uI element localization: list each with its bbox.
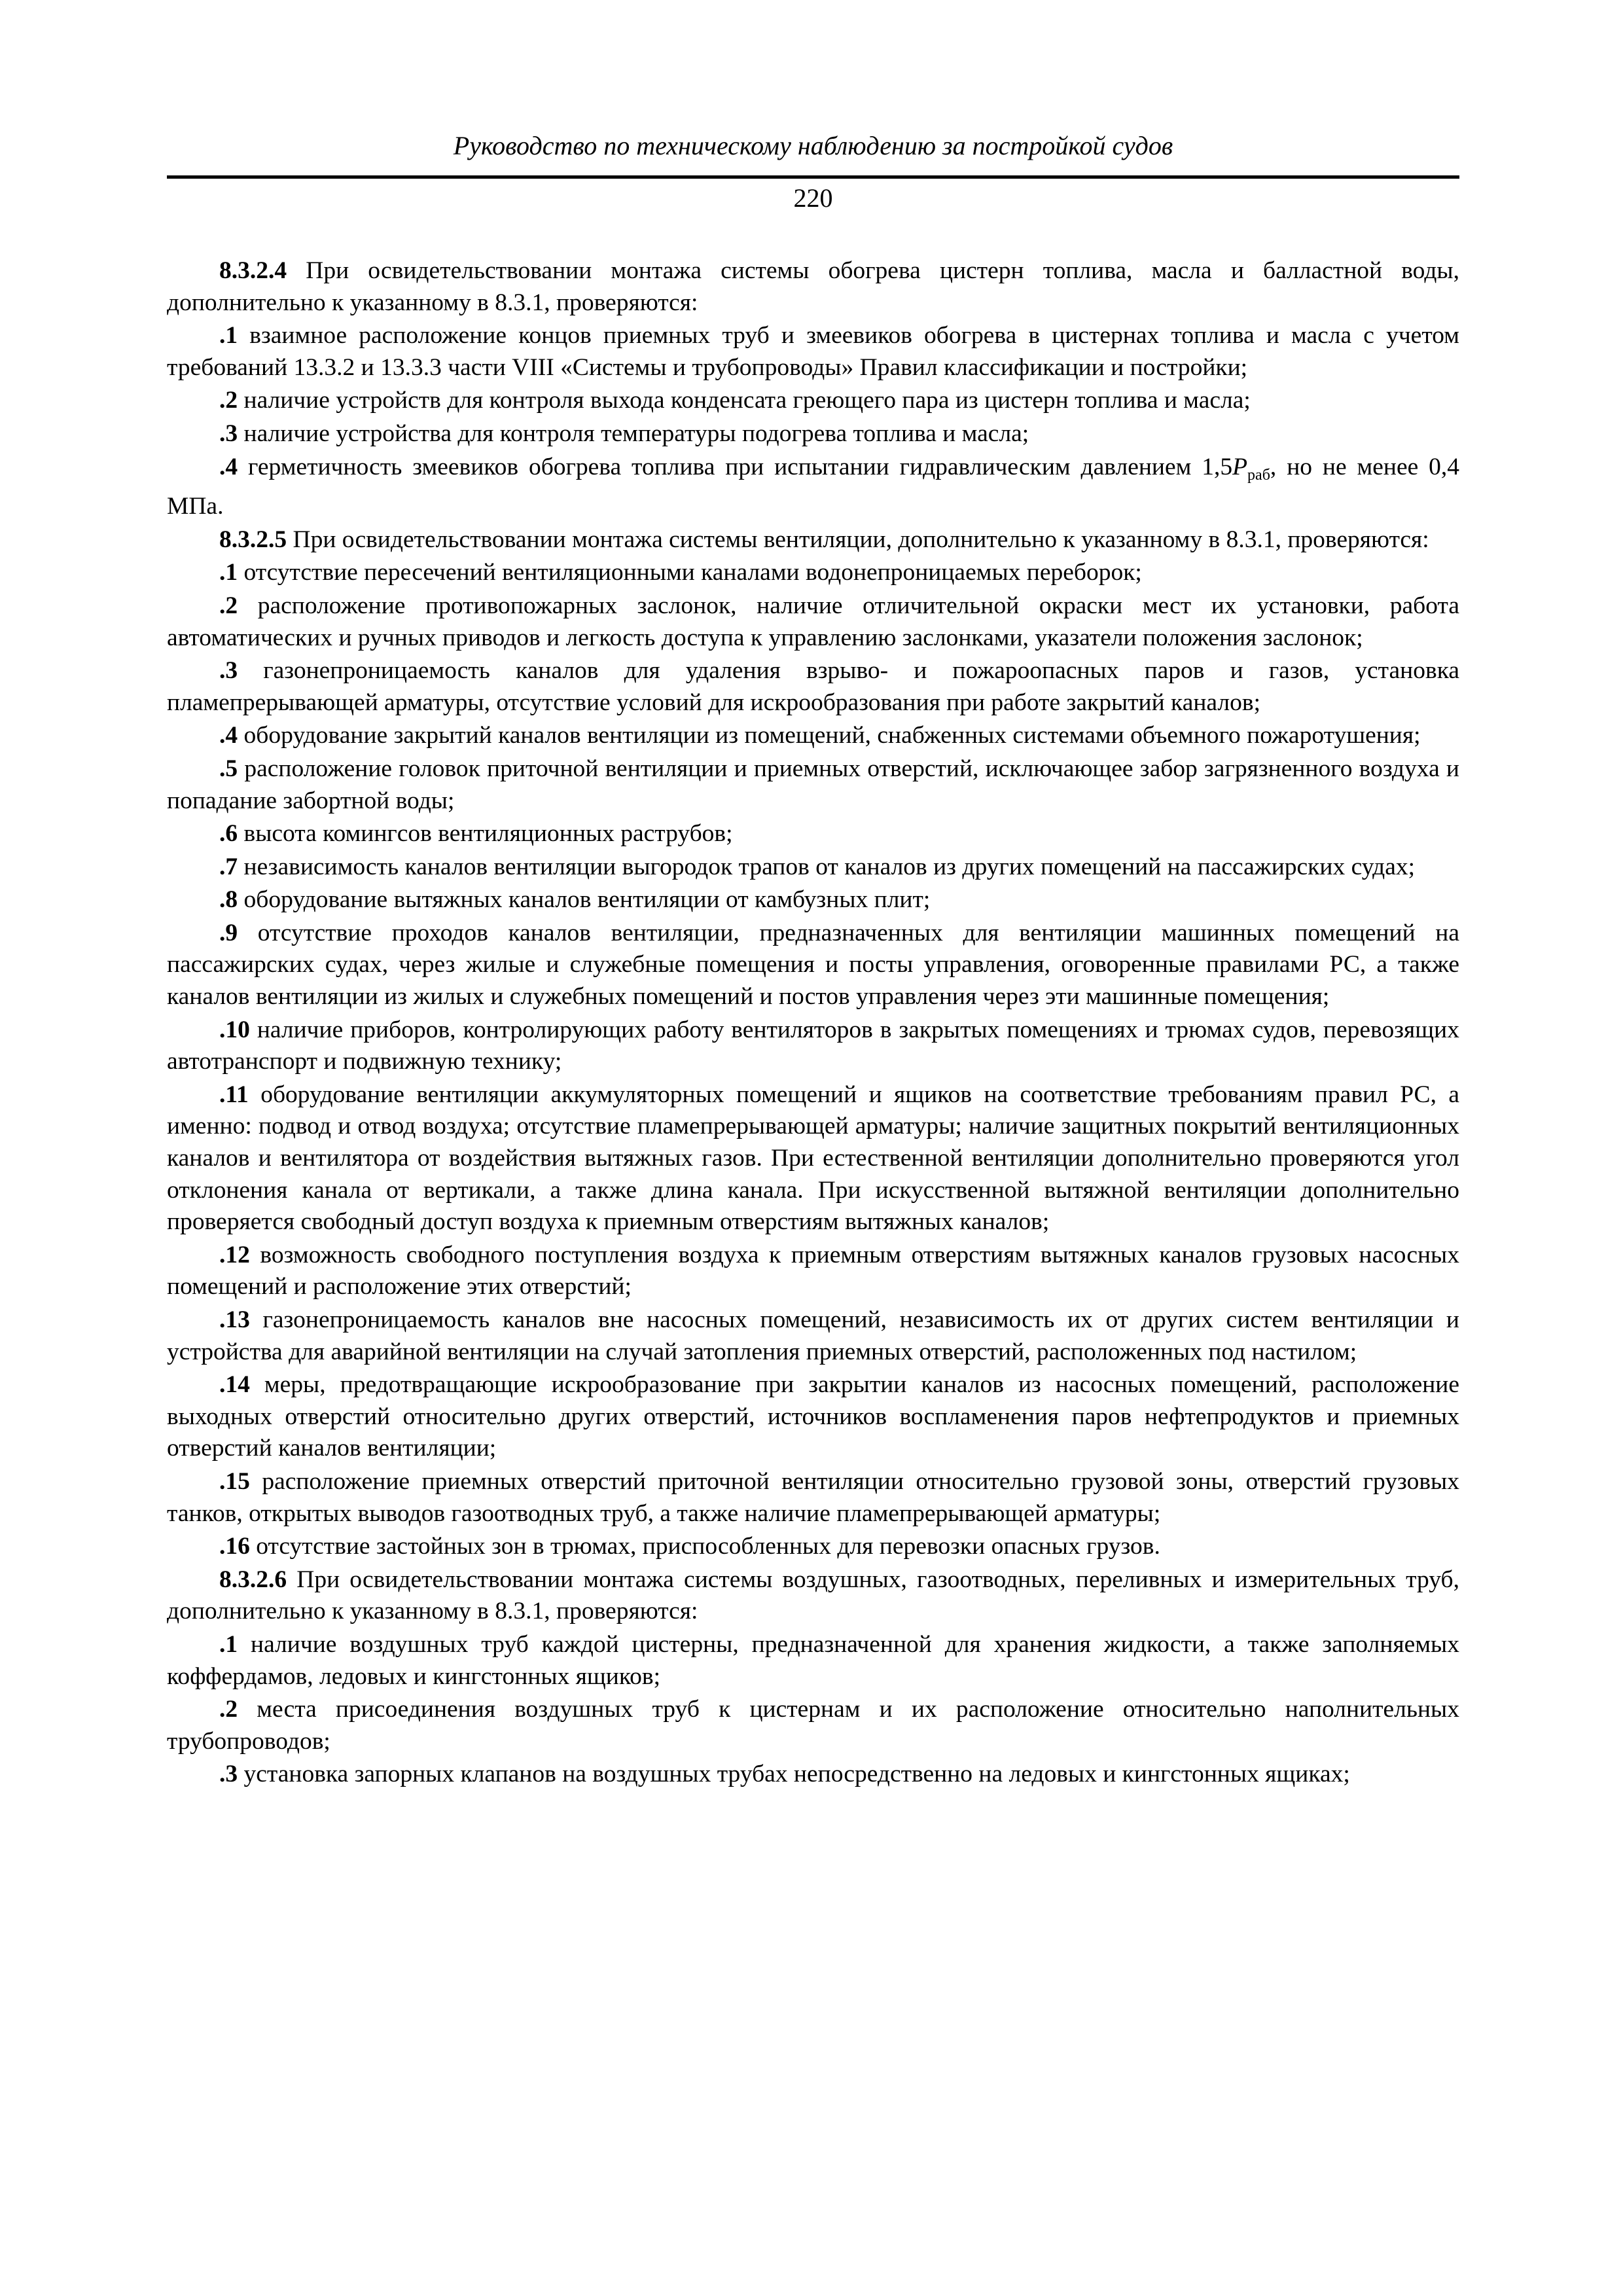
item-text-continued: , но не менее 0,4 МПа. — [167, 453, 1460, 520]
item-text: взаимное расположение концов приемных труб и змеевиков обогрева в цистернах топлива и масла с учетом требований 13.3.2 и 13.3.3 части VIII «Системы и трубопроводы» Правил классификации и постройки; — [167, 322, 1459, 381]
list-item — [167, 720, 1459, 752]
paragraph-text: При освидетельствовании монтажа системы вентиляции, дополнительно к указанному в 8.3.1, проверяются: — [287, 526, 1429, 553]
item-number: .2 — [219, 592, 238, 619]
item-text: отсутствие застойных зон в трюмах, приспособленных для перевозки опасных грузов. — [249, 1533, 1160, 1560]
running-header: Руководство по техническому наблюдению за постройкой судов — [453, 131, 1173, 160]
item-number: .1 — [219, 1630, 238, 1658]
paragraph-8-3-2-6 — [167, 1564, 1459, 1628]
item-text: места присоединения воздушных труб к цистернам и их расположение относительно наполнительных трубопроводов; — [167, 1696, 1459, 1755]
list-item — [167, 1240, 1459, 1303]
item-number: .2 — [219, 1696, 238, 1723]
paragraph-text: При освидетельствовании монтажа системы обогрева цистерн топлива, масла и балластной воды, дополнительно к указанному в 8.3.1, проверяются: — [167, 257, 1459, 316]
item-text: наличие приборов, контролирующих работу вентиляторов в закрытых помещениях и трюмах судов, перевозящих автотранспорт и подвижную технику; — [167, 1016, 1459, 1075]
item-number: .4 — [219, 722, 238, 749]
item-text: расположение головок приточной вентиляции и приемных отверстий, исключающее забор загрязненного воздуха и попадание забортной воды; — [167, 755, 1459, 814]
list-item — [167, 418, 1459, 450]
list-item — [167, 1629, 1459, 1693]
item-number: .12 — [219, 1241, 250, 1268]
item-text: возможность свободного поступления воздуха к приемным отверстиям вытяжных каналов грузовых насосных помещений и расположение этих отверстий; — [167, 1241, 1459, 1300]
item-number: .9 — [219, 919, 238, 946]
item-text: герметичность змеевиков обогрева топлива при испытании гидравлическим давлением 1,5 — [238, 453, 1233, 480]
item-number: .1 — [219, 322, 238, 350]
list-item — [167, 557, 1459, 589]
item-number: .6 — [219, 820, 238, 848]
item-text: оборудование вытяжных каналов вентиляции от камбузных плит; — [238, 886, 931, 914]
list-item — [167, 590, 1459, 654]
item-number: .3 — [219, 657, 238, 685]
item-text: наличие устройства для контроля температуры подогрева топлива и масла; — [238, 420, 1029, 447]
item-text: установка запорных клапанов на воздушных трубах непосредственно на ледовых и кингстонных ящиках; — [238, 1761, 1350, 1788]
paragraph-8-3-2-4 — [167, 255, 1459, 319]
list-item — [167, 385, 1459, 417]
item-text: расположение приемных отверстий приточной вентиляции относительно грузовой зоны, отверстий грузовых танков, открытых выводов газоотводных труб, а также наличие пламепрерывающей арматуры; — [167, 1467, 1459, 1527]
item-text: оборудование закрытий каналов вентиляции из помещений, снабженных системами объемного пожаротушения; — [238, 722, 1421, 749]
list-item — [167, 1466, 1459, 1530]
item-number: .15 — [219, 1467, 250, 1495]
clause-number: 8.3.2.4 — [219, 257, 287, 284]
item-text: отсутствие пересечений вентиляционными каналами водонепроницаемых переборок; — [238, 559, 1142, 586]
item-number: .14 — [219, 1371, 250, 1399]
header-divider — [167, 175, 1459, 179]
page-number: 220 — [793, 183, 833, 213]
paragraph-text: При освидетельствовании монтажа системы воздушных, газоотводных, переливных и измерительных труб, дополнительно к указанному в 8.3.1, проверяются: — [167, 1566, 1459, 1625]
item-number: .4 — [219, 453, 238, 480]
item-number: .13 — [219, 1306, 250, 1333]
item-number: .3 — [219, 1761, 238, 1788]
item-text: газонепроницаемость каналов вне насосных помещений, независимость их от других систем вентиляции и устройства для аварийной вентиляции на случай затопления приемных отверстий, расположенных под настилом; — [167, 1306, 1459, 1365]
list-item — [167, 818, 1459, 850]
item-text: высота комингсов вентиляционных раструбов; — [238, 820, 733, 848]
item-number: .7 — [219, 853, 238, 880]
clause-number: 8.3.2.6 — [219, 1566, 287, 1593]
item-text: наличие воздушных труб каждой цистерны, предназначенной для хранения жидкости, а также заполняемых коффердамов, ледовых и кингстонных ящиков; — [167, 1630, 1459, 1690]
item-number: .16 — [219, 1533, 250, 1560]
item-text: газонепроницаемость каналов для удаления взрыво- и пожароопасных паров и газов, установка пламепрерывающей арматуры, отсутствие условий для искрообразования при работе закрытий каналов; — [167, 657, 1459, 716]
item-number: .2 — [219, 387, 238, 414]
pressure-symbol: P — [1232, 453, 1248, 480]
paragraph-8-3-2-5 — [167, 524, 1459, 556]
item-number: .11 — [219, 1081, 249, 1108]
pressure-subscript: раб — [1247, 466, 1270, 484]
list-item — [167, 1531, 1459, 1563]
item-number: .1 — [219, 559, 238, 586]
list-item — [167, 1369, 1459, 1465]
list-item — [167, 1759, 1459, 1791]
list-item — [167, 1694, 1459, 1757]
item-text: отсутствие проходов каналов вентиляции, предназначенных для вентиляции машинных помещений на пассажирских судах, через жилые и служебные помещения и посты управления, оговоренные правилами РС, а также каналов вентиляции из жилых и служебных помещений и постов управления через эти машинные помещения; — [167, 919, 1459, 1011]
item-number: .5 — [219, 755, 238, 782]
list-item — [167, 1304, 1459, 1368]
item-text: независимость каналов вентиляции выгородок трапов от каналов из других помещений на пассажирских судах; — [238, 853, 1416, 880]
item-number: .8 — [219, 886, 238, 914]
list-item — [167, 1014, 1459, 1078]
list-item — [167, 852, 1459, 884]
item-text: расположение противопожарных заслонок, наличие отличительной окраски мест их установки, работа автоматических и ручных приводов и легкость доступа к управлению заслонками, указатели положения заслонок; — [167, 592, 1459, 651]
document-body — [167, 255, 1459, 1792]
item-text: наличие устройств для контроля выхода конденсата греющего пара из цистерн топлива и масла; — [238, 387, 1251, 414]
list-item — [167, 884, 1459, 916]
clause-number: 8.3.2.5 — [219, 526, 287, 553]
list-item — [167, 452, 1459, 523]
list-item — [167, 320, 1459, 384]
item-text: меры, предотвращающие искрообразование при закрытии каналов из насосных помещений, расположение выходных отверстий относительно других отверстий, источников воспламенения паров нефтепродуктов и приемных отверстий каналов вентиляции; — [167, 1371, 1459, 1462]
list-item — [167, 1079, 1459, 1238]
list-item — [167, 918, 1459, 1013]
item-number: .3 — [219, 420, 238, 447]
item-text: оборудование вентиляции аккумуляторных помещений и ящиков на соответствие требованиям правил РС, а именно: подвод и отвод воздуха; отсутствие пламепрерывающей арматуры; наличие защитных покрытий вентиляционных каналов и вентилятора от воздействия вытяжных газов. При естественной вентиляции дополнительно проверяются угол отклонения канала от вертикали, а также длина канала. При искусственной вытяжной вентиляции дополнительно проверяется свободный доступ воздуха к приемным отверстиям вытяжных каналов; — [167, 1081, 1459, 1236]
list-item — [167, 655, 1459, 719]
item-number: .10 — [219, 1016, 250, 1043]
list-item — [167, 753, 1459, 817]
